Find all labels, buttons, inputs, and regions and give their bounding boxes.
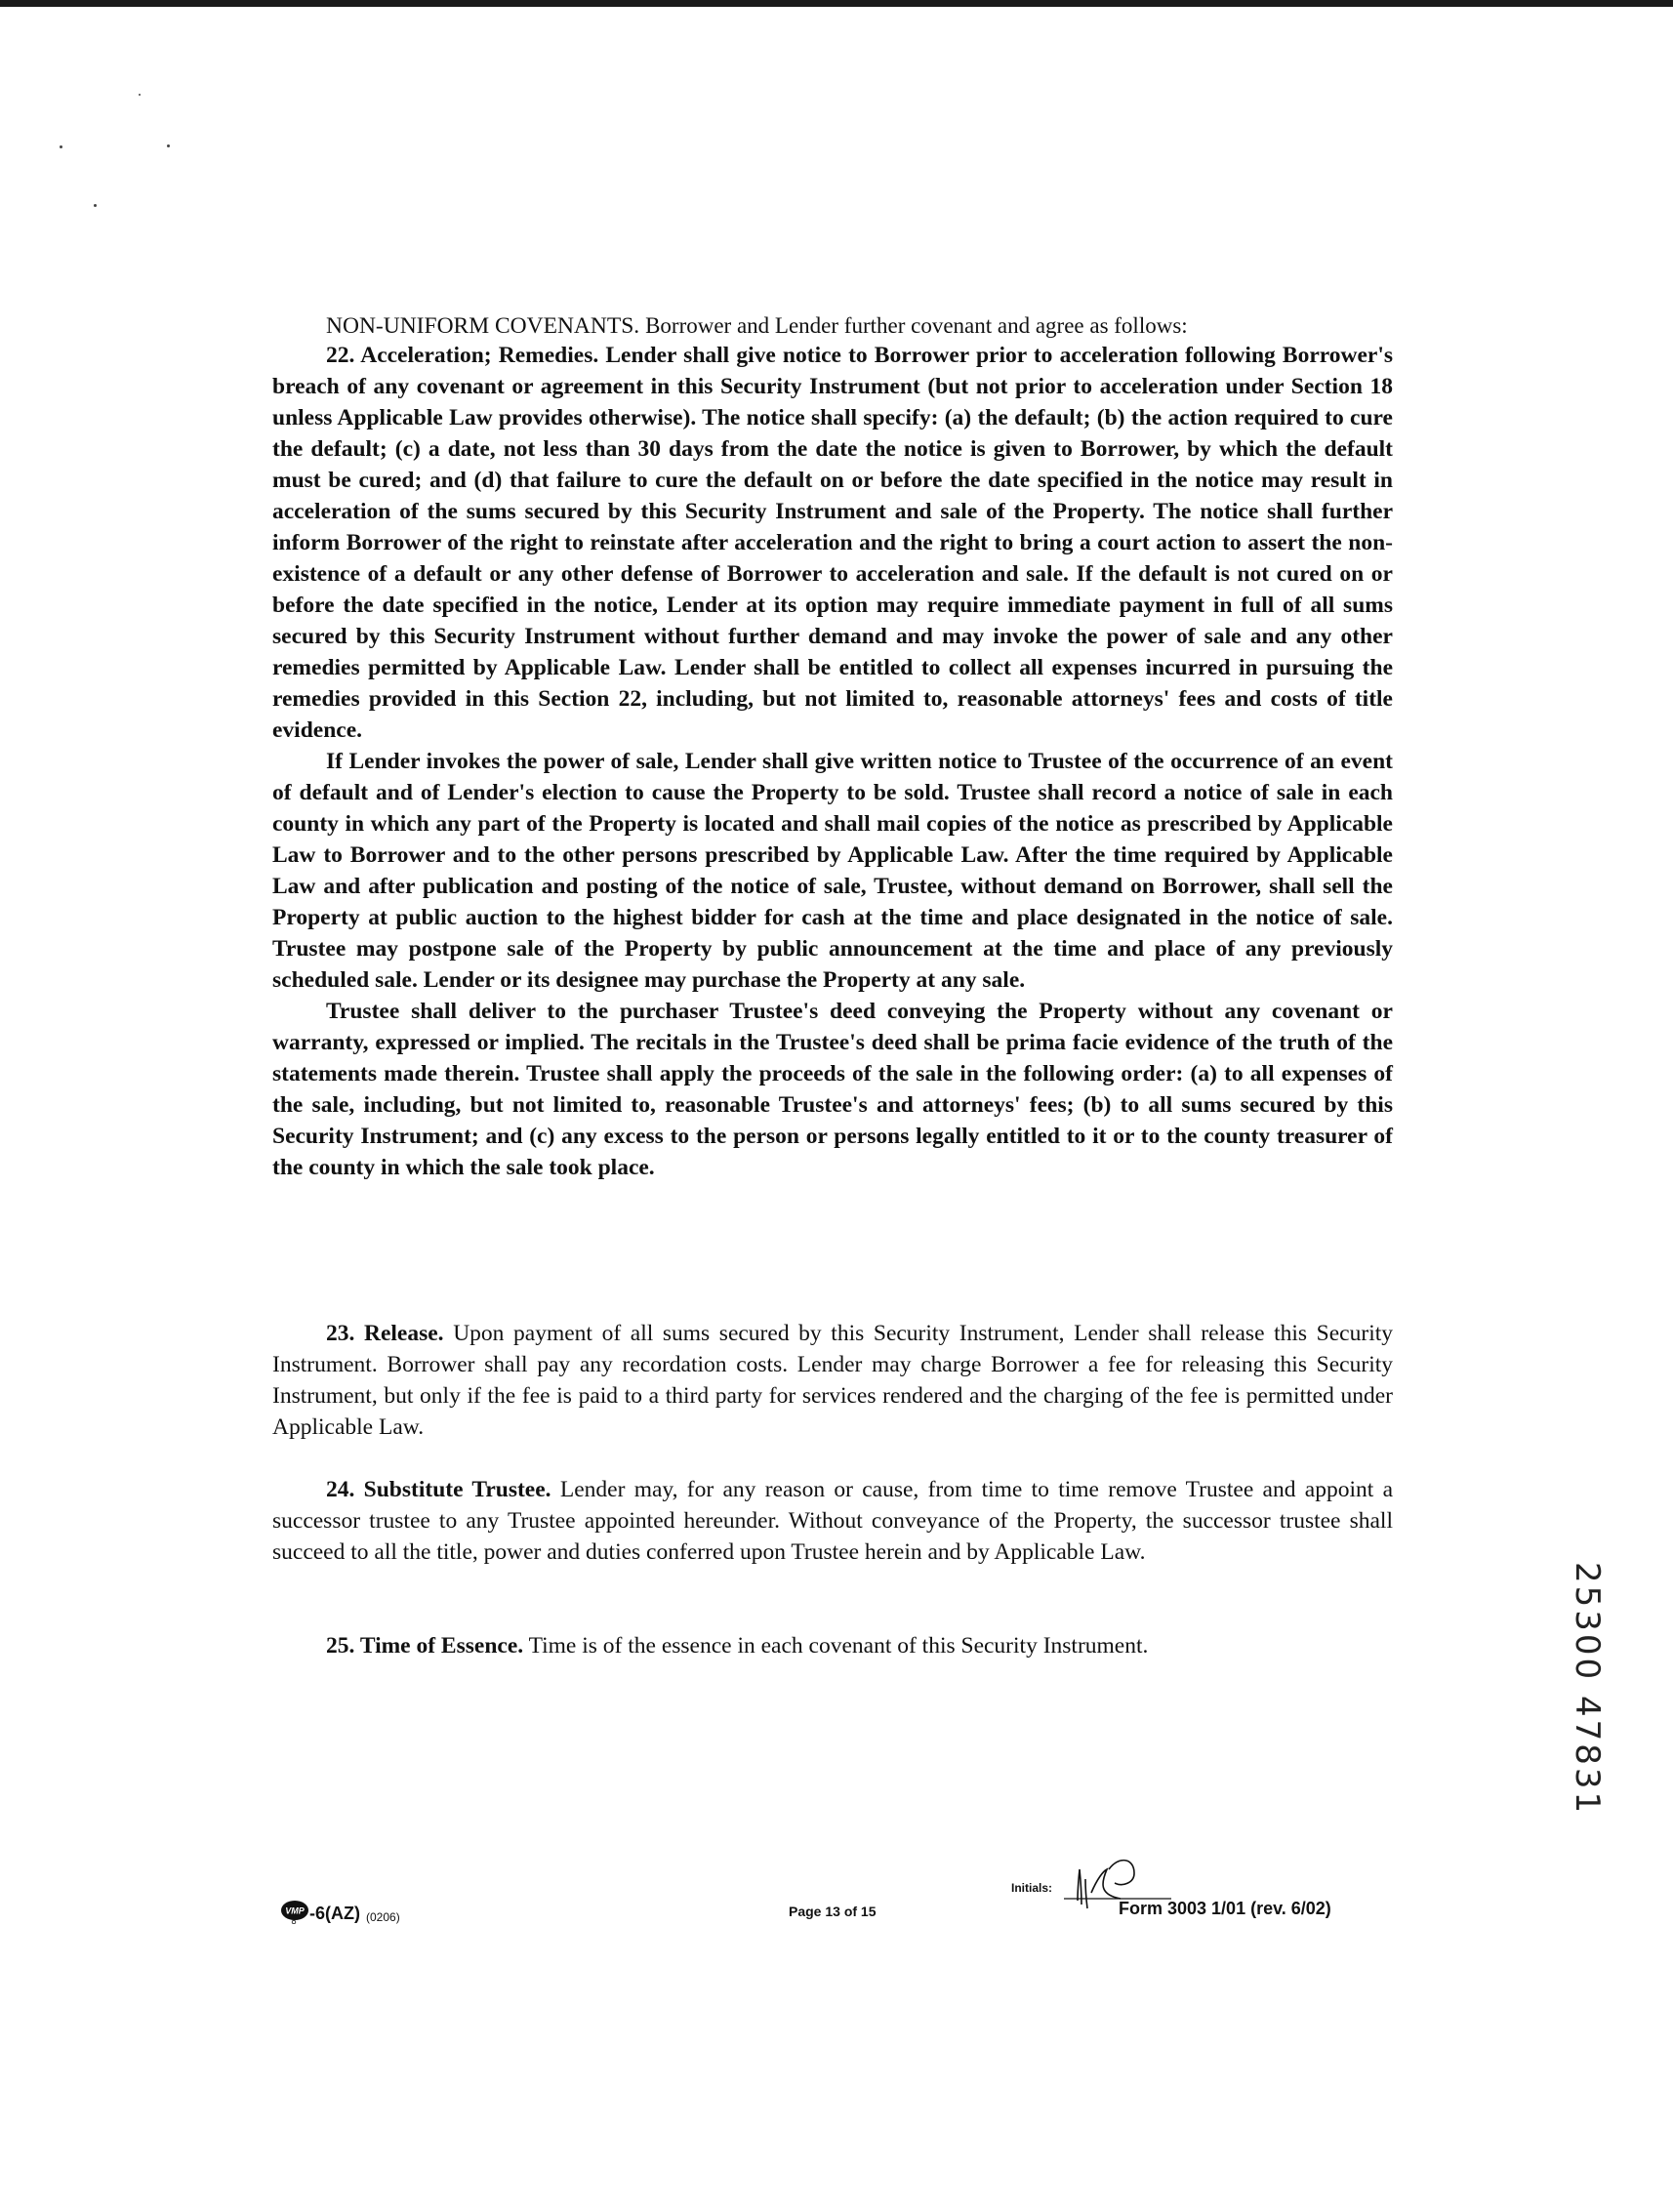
covenants-heading-label: NON-UNIFORM COVENANTS.: [326, 313, 640, 339]
section-23: [272, 1318, 1393, 1443]
section-25-title: 25. Time of Essence.: [326, 1633, 524, 1659]
scan-speck: [60, 145, 62, 148]
initials-label: Initials:: [1011, 1881, 1053, 1895]
vmp-logo-icon: [280, 1899, 309, 1924]
vmp-logo-text: VMP: [285, 1905, 305, 1916]
section-24: [272, 1474, 1393, 1568]
section-22-p2: If Lender invokes the power of sale, Lender shall give written notice to Trustee of the occurrence of an event of default and of Lender's election to cause the Property to be sold. Trustee shall record a notice of sale in each county in which any part of the Property is located and shall mail copies of the notice as prescribed by Applicable Law to Borrower and to the other persons prescribed by Applicable Law. After the time required by Applicable Law and after publication and posting of the notice of sale, Trustee, without demand on Borrower, shall sell the Property at public auction to the highest bidder for cash at the time and place designated in the notice of sale. Trustee may postpone sale of the Property by public announcement at the time and place of any previously scheduled sale. Lender or its designee may purchase the Property at any sale.: [272, 749, 1393, 993]
section-23-text: Upon payment of all sums secured by this Security Instrument, Lender shall release this Security Instrument. Borrower shall pay any recordation costs. Lender may charge Borrower a fee for releasing this Security Instrument, but only if the fee is paid to a third party for services rendered and the charging of the fee is permitted under Applicable Law.: [272, 1321, 1393, 1440]
page-number: Page 13 of 15: [789, 1904, 877, 1919]
covenants-heading-text: Borrower and Lender further covenant and agree as follows:: [645, 313, 1188, 338]
recording-stamp: 25300 47831: [1568, 1562, 1607, 1817]
scan-speck: [167, 144, 170, 147]
section-23-title: 23. Release.: [326, 1321, 444, 1346]
section-22-p1: [272, 340, 1393, 746]
section-22-text: Lender shall give notice to Borrower prior to acceleration following Borrower's breach of any covenant or agreement in this Security Instrument (but not prior to acceleration under Section 18 unless Applicable Law provides otherwise). The notice shall specify: (a) the default; (b) the action required to cure the default; (c) a date, not less than 30 days from the date the notice is given to Borrower, by which the default must be cured; and (d) that failure to cure the default on or before the date specified in the notice may result in acceleration of the sums secured by this Security Instrument and sale of the Property. The notice shall further inform Borrower of the right to reinstate after acceleration and the right to bring a court action to assert the non-existence of a default or any other defense of Borrower to acceleration and sale. If the default is not cured on or before the date specified in the notice, Lender at its option may require immediate payment in full of all sums secured by this Security Instrument without further demand and may invoke the power of sale and any other remedies permitted by Applicable Law. Lender shall be entitled to collect all expenses incurred in pursuing the remedies provided in this Section 22, including, but not limited to, reasonable attorneys' fees and costs of title evidence.: [272, 343, 1394, 743]
form-footer-left: [280, 1899, 400, 1924]
section-25-text: Time is of the essence in each covenant of this Security Instrument.: [528, 1633, 1149, 1659]
section-22: [272, 340, 1393, 1183]
form-number: Form 3003 1/01 (rev. 6/02): [1119, 1899, 1331, 1918]
covenants-heading: [326, 310, 1390, 342]
section-22-title: Acceleration; Remedies.: [360, 343, 599, 368]
form-code: -6(AZ): [309, 1904, 360, 1923]
section-24-title: 24. Substitute Trustee.: [326, 1477, 551, 1502]
form-date: (0206): [366, 1910, 400, 1924]
scan-speck: [139, 94, 141, 96]
scan-top-edge: [0, 0, 1673, 7]
section-24-text: Lender may, for any reason or cause, from time to time remove Trustee and appoint a successor trustee to any Trustee appointed hereunder. Without conveyance of the Property, the successor trustee shall succeed to all the title, power and duties conferred upon Trustee herein and by Applicable Law.: [272, 1477, 1394, 1565]
section-22-p3: Trustee shall deliver to the purchaser Trustee's deed conveying the Property without any covenant or warranty, expressed or implied. The recitals in the Trustee's deed shall be prima facie evidence of the truth of the statements made therein. Trustee shall apply the proceeds of the sale in the following order: (a) to all expenses of the sale, including, but not limited to, reasonable Trustee's and attorneys' fees; (b) to all sums secured by this Security Instrument; and (c) any excess to the person or persons legally entitled to it or to the county treasurer of the county in which the sale took place.: [272, 999, 1393, 1180]
section-25: [272, 1630, 1393, 1661]
section-22-number: 22.: [326, 343, 355, 368]
scan-speck: [94, 204, 97, 207]
